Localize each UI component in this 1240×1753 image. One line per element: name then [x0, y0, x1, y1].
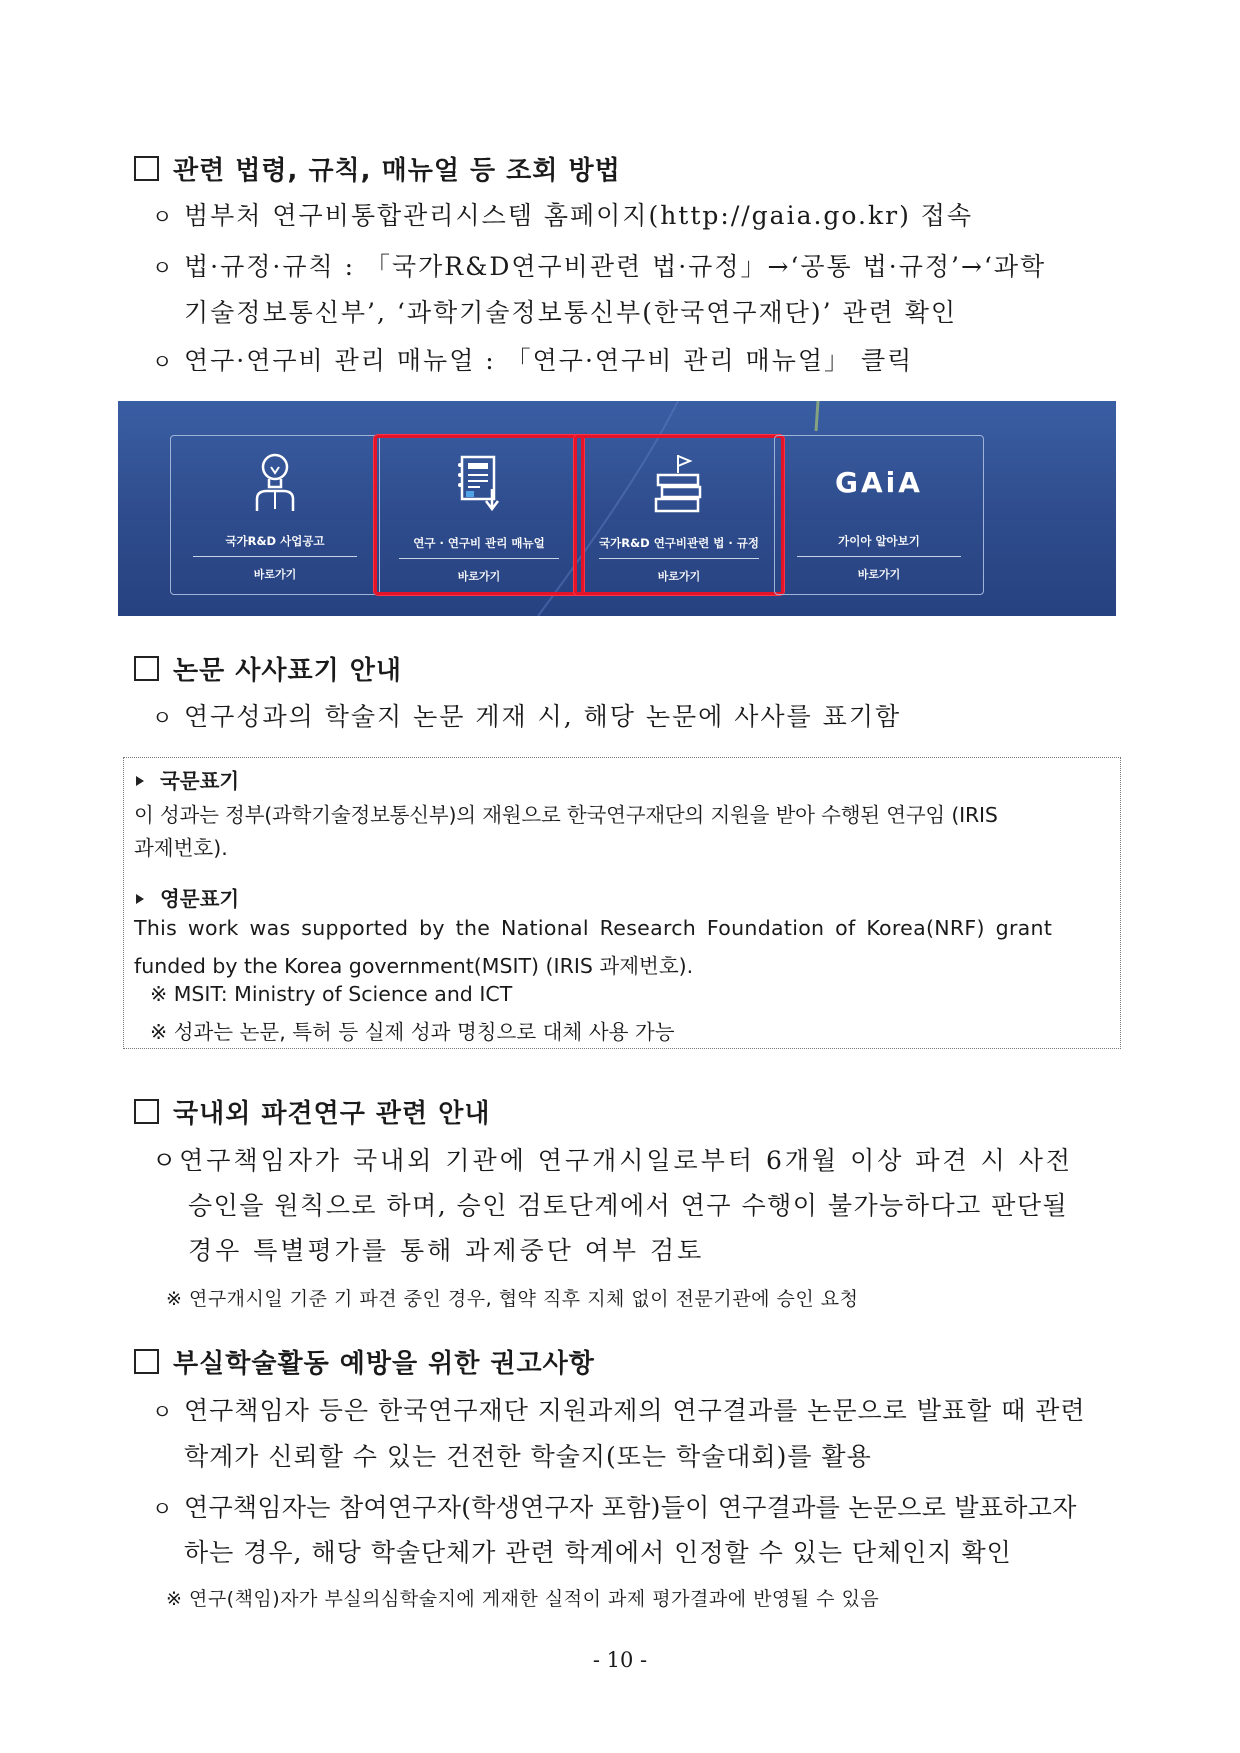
- card-divider: [193, 556, 357, 557]
- circle-bullet-icon: ㅇ: [152, 256, 175, 280]
- english-ack-text-cont: funded by the Korea government(MSIT) (IRIS 과제번호).: [134, 954, 694, 978]
- shortcut-link[interactable]: 바로가기: [857, 568, 901, 581]
- section-heading-predatory: [134, 1343, 595, 1380]
- card-law-regulation[interactable]: 국가R&D 연구비관련 법 · 규정 바로가기: [574, 435, 784, 595]
- section-heading-dispatch: [134, 1093, 490, 1130]
- shortcut-link[interactable]: 바로가기: [657, 570, 701, 583]
- card-divider: [399, 558, 559, 559]
- section-heading-laws: [134, 150, 621, 187]
- shortcut-link[interactable]: 바로가기: [457, 570, 501, 583]
- manual-download-icon: [377, 454, 581, 514]
- acknowledgement-example-box: [123, 757, 1121, 1049]
- korean-ack-text-cont: 과제번호).: [134, 836, 228, 860]
- circle-bullet-icon: ㅇ: [152, 1497, 173, 1521]
- section-title: 국내외 파견연구 관련 안내: [173, 1099, 491, 1129]
- circle-bullet-icon: ㅇ: [152, 1400, 174, 1424]
- dispatch-text-cont2: 경우 특별평가를 통해 과제중단 여부 검토: [188, 1236, 705, 1265]
- bullet-law-path-cont: 기술정보통신부’, ‘과학기술정보통신부(한국연구재단)’ 관련 확인: [184, 298, 958, 327]
- bullet-verify-society: ㅇ 연구책임자는 참여연구자(학생연구자 포함)들이 연구결과를 논문으로 발표하고자: [152, 1485, 1077, 1532]
- bullet-dispatch: ㅇ연구책임자가 국내외 기관에 연구개시일로부터 6개월 이상 파견 시 사전: [152, 1146, 1073, 1175]
- section-title: 부실학술활동 예방을 위한 권고사항: [173, 1349, 595, 1379]
- korean-ack-text: 이 성과는 정부(과학기술정보통신부)의 재원으로 한국연구재단의 지원을 받아 수행된 연구임 (IRIS: [134, 803, 998, 827]
- checkbox-square-icon: [134, 656, 159, 681]
- card-rnd-announcement[interactable]: 국가R&D 사업공고 바로가기: [170, 435, 380, 595]
- books-flag-icon: [577, 454, 781, 514]
- shortcut-link[interactable]: 바로가기: [253, 568, 297, 581]
- circle-bullet-icon: ㅇ: [152, 205, 175, 229]
- bullet-trusted-journal: ㅇ 연구책임자 등은 한국연구재단 지원과제의 연구결과를 논문으로 발표할 때 관련: [152, 1388, 1086, 1435]
- english-ack-heading: 영문표기: [130, 882, 239, 912]
- verify-society-cont: 하는 경우, 해당 학술단체가 관련 학계에서 인정할 수 있는 단체인지 확인: [184, 1538, 1012, 1567]
- bullet-gaia-access: ㅇ 범부처 연구비통합관리시스템 홈페이지(http://gaia.go.kr) 접속: [152, 193, 973, 240]
- section-title: 논문 사사표기 안내: [173, 656, 403, 686]
- dispatch-note: ※ 연구개시일 기준 기 파견 중인 경우, 협약 직후 지체 없이 전문기관에 승인 요청: [166, 1288, 859, 1310]
- checkbox-square-icon: [134, 156, 159, 181]
- gaia-logo: GAiA: [835, 465, 923, 499]
- bullet-law-path: ㅇ 법·규정·규칙 : 「국가R&D연구비관련 법·규정」→‘공통 법·규정’→‘과학: [152, 244, 1046, 291]
- page-number: - 10 -: [592, 1648, 648, 1672]
- bullet-acknowledgement: ㅇ 연구성과의 학술지 논문 게재 시, 해당 논문에 사사를 표기함: [152, 694, 901, 741]
- circle-bullet-icon: ㅇ: [152, 350, 175, 374]
- gaia-shortcut-banner: [118, 401, 1116, 616]
- card-divider: [599, 558, 759, 559]
- section-heading-acknowledgement: [134, 650, 402, 687]
- lightbulb-person-icon: [171, 452, 379, 512]
- bullet-manual: ㅇ 연구·연구비 관리 매뉴얼 : 「연구·연구비 관리 매뉴얼」 클릭: [152, 338, 913, 385]
- checkbox-square-icon: [134, 1099, 159, 1124]
- checkbox-square-icon: [134, 1349, 159, 1374]
- circle-bullet-icon: ㅇ: [152, 1146, 180, 1175]
- circle-bullet-icon: ㅇ: [152, 706, 175, 730]
- card-divider: [797, 556, 961, 557]
- dispatch-text-cont: 승인을 원칙으로 하며, 승인 검토단계에서 연구 수행이 불가능하다고 판단될: [188, 1191, 1069, 1220]
- msit-note: ※ MSIT: Ministry of Science and ICT: [150, 982, 513, 1006]
- trusted-journal-cont: 학계가 신뢰할 수 있는 건전한 학술지(또는 학술대회)를 활용: [184, 1442, 872, 1471]
- triangle-bullet-icon: [136, 894, 144, 904]
- substitution-note: ※ 성과는 논문, 특허 등 실제 성과 명칭으로 대체 사용 가능: [150, 1020, 675, 1044]
- predatory-note: ※ 연구(책임)자가 부실의심학술지에 게재한 실적이 과제 평가결과에 반영될 수 있음: [166, 1588, 880, 1610]
- english-ack-text: This work was supported by the National Research Foundation of Korea(NRF) grant: [134, 916, 1053, 940]
- card-research-manual[interactable]: 연구 · 연구비 관리 매뉴얼 바로가기: [374, 435, 584, 595]
- section-title: 관련 법령, 규칙, 매뉴얼 등 조회 방법: [173, 156, 621, 186]
- triangle-bullet-icon: [136, 776, 144, 786]
- card-about-gaia[interactable]: GAiA 가이아 알아보기 바로가기: [774, 435, 984, 595]
- korean-ack-heading: 국문표기: [130, 764, 239, 794]
